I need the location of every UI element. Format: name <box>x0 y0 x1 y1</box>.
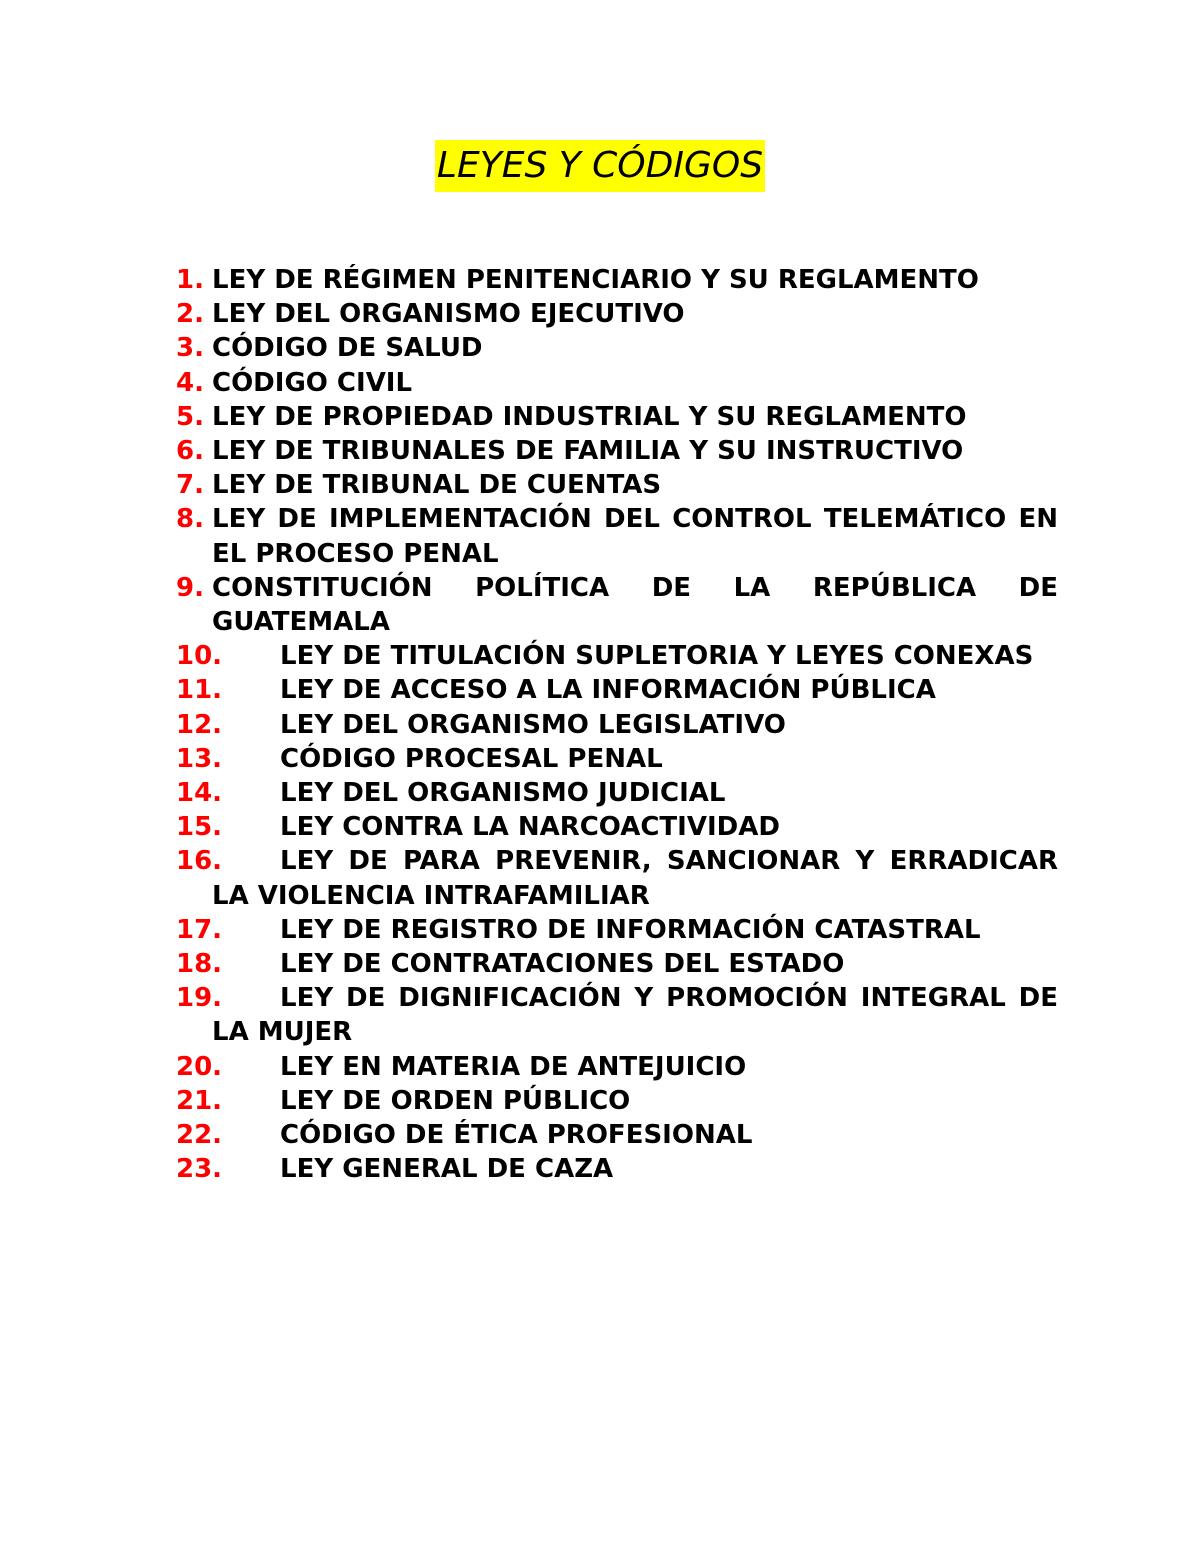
item-text: LEY DEL ORGANISMO JUDICIAL <box>280 778 726 809</box>
list-item <box>176 571 1058 639</box>
item-text: CÓDIGO PROCESAL PENAL <box>280 743 663 774</box>
item-text: LEY DE TITULACIÓN SUPLETORIA Y LEYES CONEXAS <box>280 641 1034 672</box>
list-item <box>176 468 1058 502</box>
item-text: LEY DEL ORGANISMO LEGISLATIVO <box>280 709 786 740</box>
list-item <box>176 776 1058 810</box>
item-number: 2. <box>176 299 204 330</box>
list-item <box>176 502 1058 570</box>
item-number: 7. <box>176 470 204 501</box>
list-item <box>176 400 1058 434</box>
item-text: LEY DE CONTRATACIONES DEL ESTADO <box>280 949 845 980</box>
item-text: LEY DE ORDEN PÚBLICO <box>280 1085 631 1116</box>
list-item <box>176 263 1058 297</box>
item-text: CÓDIGO DE SALUD <box>212 333 483 364</box>
item-number: 4. <box>176 367 204 398</box>
item-number: 21. <box>176 1085 223 1116</box>
item-text: CONSTITUCIÓN POLÍTICA DE LA REPÚBLICA DE GUATEMALA <box>212 572 1058 638</box>
list-item <box>176 639 1058 673</box>
item-number: 10. <box>176 641 223 672</box>
list-item <box>176 297 1058 331</box>
item-number: 19. <box>176 983 223 1014</box>
item-text: LEY DE PARA PREVENIR, SANCIONAR Y ERRADICAR LA VIOLENCIA INTRAFAMILIAR <box>212 846 1058 911</box>
item-text: LEY EN MATERIA DE ANTEJUICIO <box>280 1051 747 1082</box>
item-text: CÓDIGO CIVIL <box>212 367 413 398</box>
list-item <box>176 1084 1058 1118</box>
title-container <box>0 140 1200 192</box>
list-item <box>176 913 1058 947</box>
item-number: 11. <box>176 675 223 706</box>
item-number: 9. <box>176 572 204 603</box>
list-item <box>176 844 1058 912</box>
item-number: 6. <box>176 436 204 467</box>
list-item <box>176 742 1058 776</box>
item-text: LEY DE ACCESO A LA INFORMACIÓN PÚBLICA <box>280 675 936 706</box>
list-item <box>176 434 1058 468</box>
list-item <box>176 708 1058 742</box>
item-text: CÓDIGO DE ÉTICA PROFESIONAL <box>280 1120 753 1151</box>
list-item <box>176 947 1058 981</box>
item-number: 17. <box>176 914 223 945</box>
item-text: LEY DE RÉGIMEN PENITENCIARIO Y SU REGLAMENTO <box>212 265 979 295</box>
item-text: LEY DE IMPLEMENTACIÓN DEL CONTROL TELEMÁTICO EN EL PROCESO PENAL <box>212 504 1058 569</box>
item-number: 16. <box>176 846 223 877</box>
item-number: 23. <box>176 1154 223 1185</box>
list-item <box>176 1050 1058 1084</box>
item-text: LEY GENERAL DE CAZA <box>280 1154 614 1185</box>
item-number: 1. <box>176 265 204 295</box>
item-text: LEY DE TRIBUNAL DE CUENTAS <box>212 470 662 501</box>
item-text: LEY DE PROPIEDAD INDUSTRIAL Y SU REGLAMENTO <box>212 401 967 432</box>
item-number: 13. <box>176 743 223 774</box>
item-number: 20. <box>176 1051 223 1082</box>
item-text: LEY DE TRIBUNALES DE FAMILIA Y SU INSTRUCTIVO <box>212 436 964 467</box>
laws-list <box>176 263 1058 1186</box>
item-number: 5. <box>176 401 204 432</box>
item-number: 22. <box>176 1120 223 1151</box>
item-number: 12. <box>176 709 223 740</box>
item-number: 15. <box>176 812 223 843</box>
item-text: LEY DEL ORGANISMO EJECUTIVO <box>212 299 685 330</box>
item-text: LEY CONTRA LA NARCOACTIVIDAD <box>280 812 780 843</box>
item-text: LEY DE DIGNIFICACIÓN Y PROMOCIÓN INTEGRAL DE LA MUJER <box>212 983 1058 1048</box>
list-item <box>176 810 1058 844</box>
page-title: LEYES Y CÓDIGOS <box>435 140 765 192</box>
list-item <box>176 981 1058 1049</box>
list-item <box>176 1152 1058 1186</box>
list-item <box>176 1118 1058 1152</box>
list-item <box>176 366 1058 400</box>
item-number: 18. <box>176 949 223 980</box>
item-text: LEY DE REGISTRO DE INFORMACIÓN CATASTRAL <box>280 914 981 945</box>
list-item <box>176 331 1058 365</box>
item-number: 3. <box>176 333 204 364</box>
item-number: 8. <box>176 504 204 535</box>
list-item <box>176 673 1058 707</box>
item-number: 14. <box>176 778 223 809</box>
